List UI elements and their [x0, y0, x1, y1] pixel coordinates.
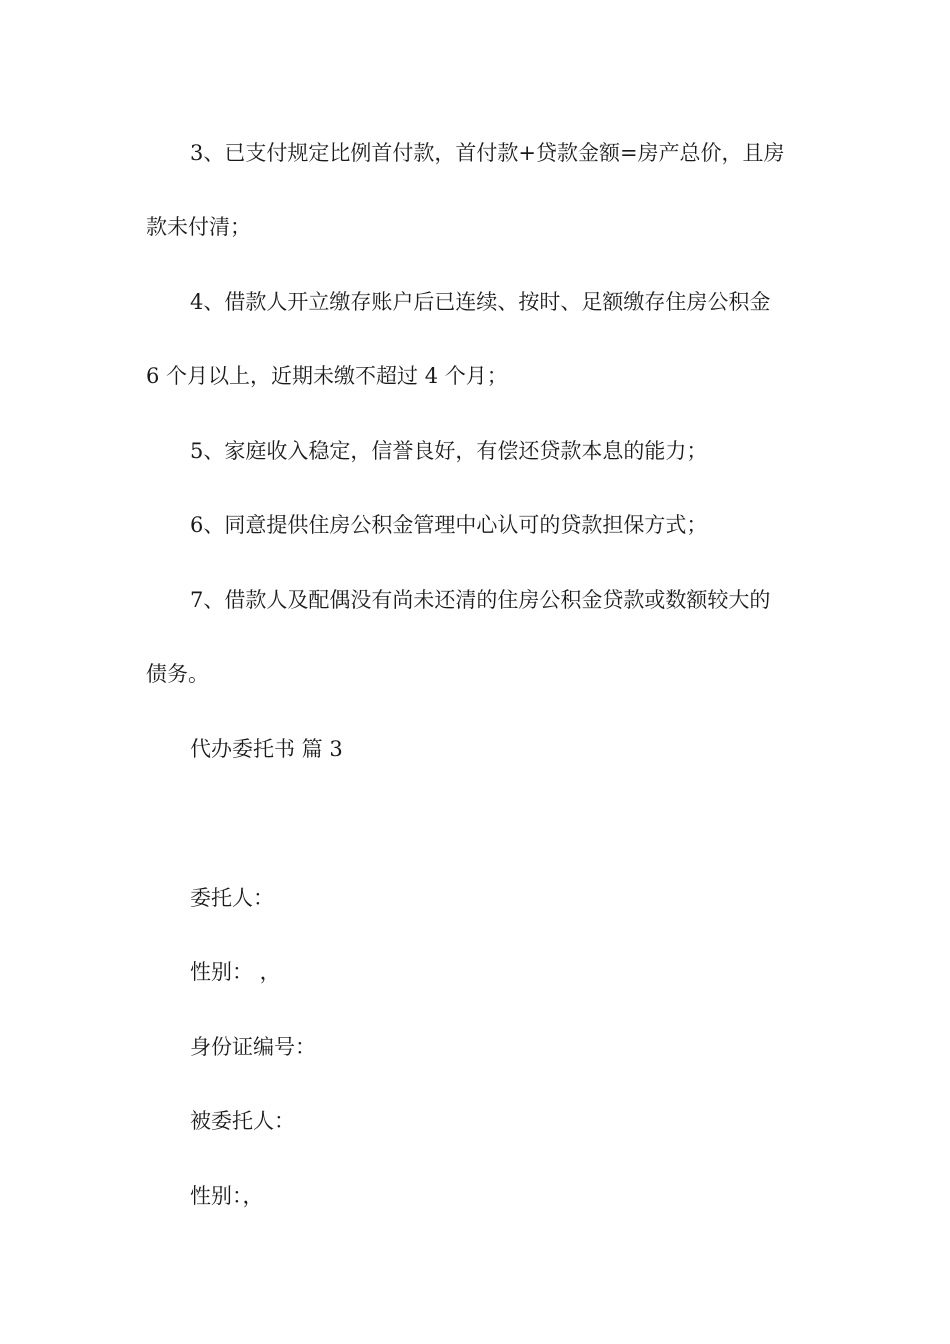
- paragraph-line-item-4-cont: 6 个月以上，近期未缴不超过 4 个月；: [146, 364, 508, 388]
- paragraph-line-item-7-cont: 债务。: [146, 662, 209, 686]
- paragraph-line-item-4: 4、借款人开立缴存账户后已连续、按时、足额缴存住房公积金: [190, 290, 771, 314]
- section-heading: 代办委托书 篇 3: [190, 737, 343, 761]
- paragraph-line-item-6: 6、同意提供住房公积金管理中心认可的贷款担保方式；: [190, 513, 708, 537]
- field-agent-gender-label: 性别：，: [190, 1184, 264, 1208]
- field-id-number-label: 身份证编号：: [190, 1035, 316, 1059]
- paragraph-line-item-5: 5、家庭收入稳定，信誉良好，有偿还贷款本息的能力；: [190, 439, 708, 463]
- field-agent-label: 被委托人：: [190, 1109, 295, 1133]
- field-principal-label: 委托人：: [190, 886, 274, 910]
- paragraph-line-item-3: 3、已支付规定比例首付款，首付款+贷款金额=房产总价，且房: [190, 141, 785, 165]
- paragraph-line-item-7: 7、借款人及配偶没有尚未还清的住房公积金贷款或数额较大的: [190, 588, 771, 612]
- paragraph-line-item-3-cont: 款未付清；: [146, 215, 251, 239]
- field-principal-gender-label: 性别： ，: [190, 960, 281, 984]
